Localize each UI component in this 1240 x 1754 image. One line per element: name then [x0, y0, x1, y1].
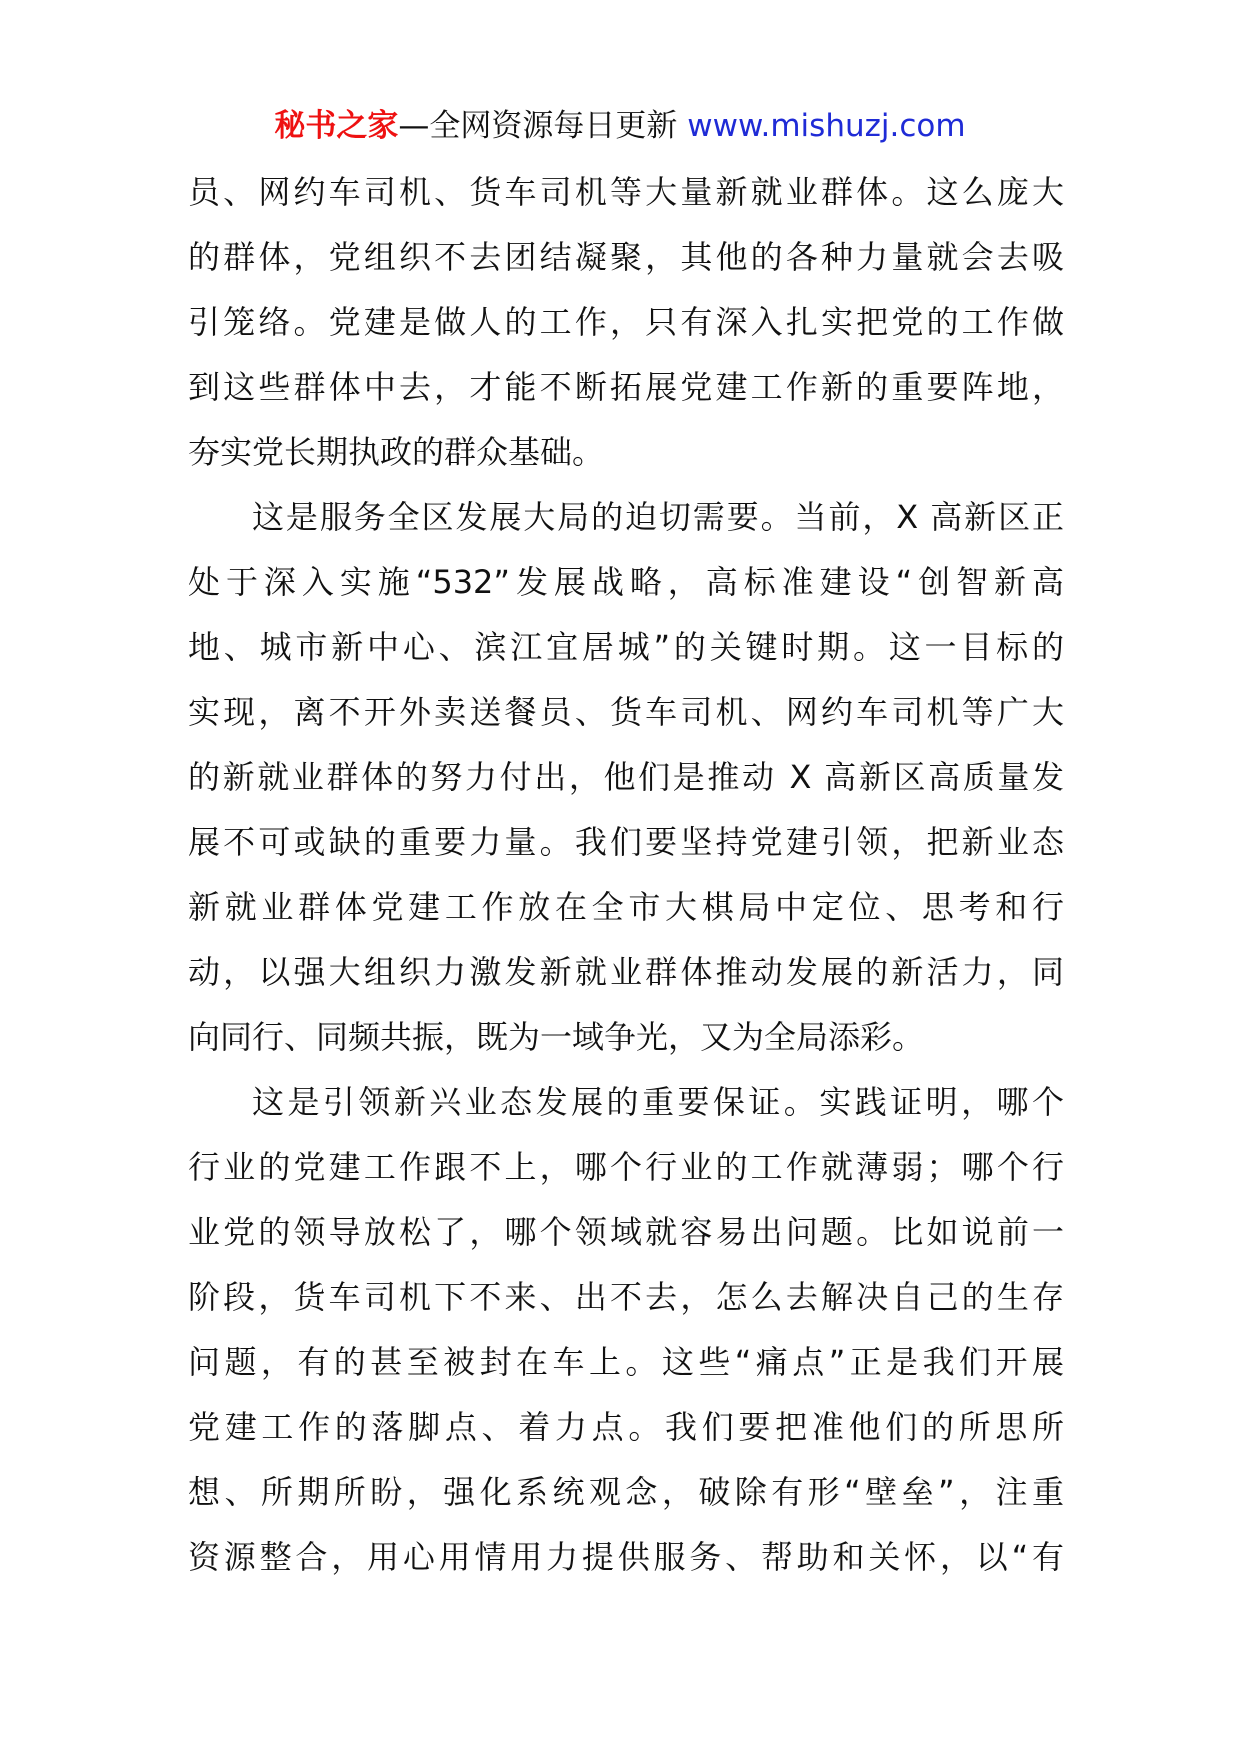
document-body	[188, 160, 1064, 1590]
text-line: 夯实党长期执政的群众基础。	[188, 433, 605, 471]
brand-name: 秘书之家	[274, 108, 399, 144]
text-line: 实现，离不开外卖送餐员、货车司机、网约车司机等广大	[188, 693, 1064, 731]
text-line: 阶段，货车司机下不来、出不去，怎么去解决自己的生存	[188, 1278, 1064, 1316]
paragraph-1	[188, 160, 1064, 485]
text-line: 资源整合，用心用情用力提供服务、帮助和关怀，以“有	[188, 1538, 1064, 1576]
text-line: 想、所期所盼，强化系统观念，破除有形“壁垒”，注重	[188, 1473, 1064, 1511]
text-line: 问题，有的甚至被封在车上。这些“痛点”正是我们开展	[188, 1343, 1064, 1381]
paragraph-2	[188, 485, 1064, 1070]
page-header	[0, 98, 1240, 154]
text-line: 展不可或缺的重要力量。我们要坚持党建引领，把新业态	[188, 823, 1064, 861]
text-line: 新就业群体党建工作放在全市大棋局中定位、思考和行	[188, 888, 1064, 926]
text-line: 这是引领新兴业态发展的重要保证。实践证明，哪个	[252, 1083, 1064, 1121]
text-line: 党建工作的落脚点、着力点。我们要把准他们的所思所	[188, 1408, 1064, 1446]
paragraph-3	[188, 1070, 1064, 1590]
text-line: 行业的党建工作跟不上，哪个行业的工作就薄弱；哪个行	[188, 1148, 1064, 1186]
text-line: 动，以强大组织力激发新就业群体推动发展的新活力，同	[188, 953, 1064, 991]
text-line: 这是服务全区发展大局的迫切需要。当前，X 高新区正	[252, 498, 1064, 536]
text-line: 地、城市新中心、滨江宜居城”的关键时期。这一目标的	[188, 628, 1064, 666]
text-line: 处于深入实施“532”发展战略，高标准建设“创智新高	[188, 563, 1064, 601]
text-line: 向同行、同频共振，既为一域争光，又为全局添彩。	[188, 1018, 925, 1056]
text-line: 业党的领导放松了，哪个领域就容易出问题。比如说前一	[188, 1213, 1064, 1251]
text-line: 引笼络。党建是做人的工作，只有深入扎实把党的工作做	[188, 303, 1064, 341]
text-line: 员、网约车司机、货车司机等大量新就业群体。这么庞大	[188, 173, 1064, 211]
text-line: 的新就业群体的努力付出，他们是推动 X 高新区高质量发	[188, 758, 1064, 796]
text-line: 到这些群体中去，才能不断拓展党建工作新的重要阵地，	[188, 368, 1064, 406]
website-link[interactable]: www.mishuzj.com	[687, 108, 966, 144]
header-tagline: —全网资源每日更新	[398, 108, 688, 144]
text-line: 的群体，党组织不去团结凝聚，其他的各种力量就会去吸	[188, 238, 1064, 276]
